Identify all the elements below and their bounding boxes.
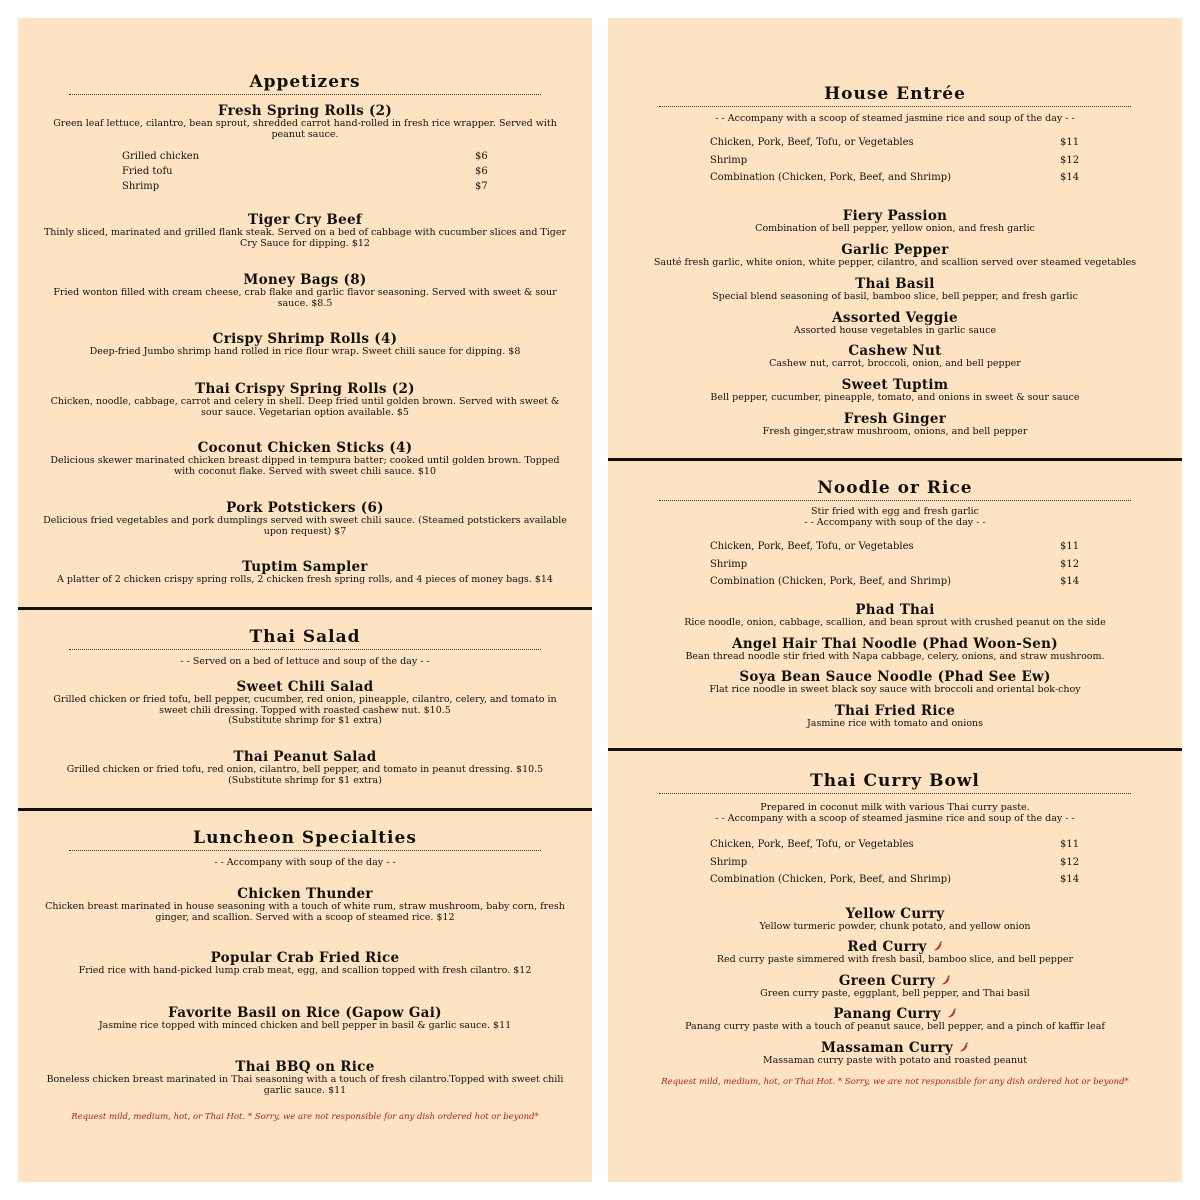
price-value: $6 (475, 166, 488, 177)
price-value: $11 (1060, 137, 1080, 148)
price-value: $11 (1060, 839, 1080, 850)
item-description: Flat rice noodle in sweet black soy sauce with broccoli and oriental bok-choy (709, 684, 1081, 695)
menu-item (608, 670, 1182, 696)
appetizers-title: Appetizers (249, 72, 361, 92)
section-note: - - Accompany with a scoop of steamed jasmine rice and soup of the day - - (715, 113, 1075, 124)
thai-salad-section (18, 627, 592, 667)
menu-item (608, 412, 1182, 438)
price-row (608, 172, 1182, 190)
item-description: Fried wonton filled with cream cheese, crab flake and garlic flavor seasoning. Served with sweet & sour sauce. $8.5 (53, 287, 557, 309)
menu-item (608, 940, 1182, 966)
item-description: Combination of bell pepper, yellow onion, and fresh garlic (755, 223, 1035, 234)
item-description: Fried rice with hand-picked lump crab meat, egg, and scallion topped with fresh cilantro. $12 (78, 965, 532, 976)
menu-item (18, 887, 592, 923)
item-name: Favorite Basil on Rice (Gapow Gai) (168, 1005, 442, 1021)
price-label: Combination (Chicken, Pork, Beef, and Shrimp) (710, 172, 952, 183)
item-name: Panang Curry (833, 1006, 941, 1022)
price-value: $14 (1060, 172, 1080, 183)
item-name: Sweet Tuptim (841, 377, 949, 393)
menu-item (608, 974, 1182, 1000)
price-value: $12 (1060, 558, 1080, 570)
price-value: $11 (1060, 541, 1080, 552)
item-name: Fresh Ginger (843, 411, 947, 427)
item-description: Chicken, noodle, cabbage, carrot and celery in shell. Deep fried until golden brown. Served with sweet & sour sauce. Vegetarian option available. $5 (50, 396, 560, 418)
item-name: Fresh Spring Rolls (2) (217, 103, 393, 119)
item-description: Bean thread noodle stir fried with Napa cabbage, celery, onions, and straw mushroom. (685, 651, 1105, 662)
noodle-rice-title: Noodle or Rice (817, 478, 973, 498)
item-name: Red Curry (847, 939, 927, 955)
menu-item (608, 311, 1182, 337)
price-label: Chicken, Pork, Beef, Tofu, or Vegetables (710, 541, 914, 552)
section-divider (18, 607, 592, 610)
section-note: Prepared in coconut milk with various Thai curry paste. (760, 802, 1030, 813)
price-label: Fried tofu (122, 166, 173, 177)
item-description: Yellow turmeric powder, chunk potato, and yellow onion (759, 921, 1031, 932)
house-entree-title: House Entrée (824, 84, 966, 104)
price-row (18, 181, 592, 196)
item-substitute-note: (Substitute shrimp for $1 extra) (228, 715, 382, 726)
house-price-list (608, 137, 1182, 190)
price-row (608, 155, 1182, 173)
item-description: Jasmine rice with tomato and onions (806, 718, 984, 729)
price-row (608, 559, 1182, 577)
menu-item (18, 1060, 592, 1096)
menu-item (608, 378, 1182, 404)
house-entree-section (608, 84, 1182, 124)
chili-pepper-icon (946, 1008, 957, 1019)
item-name-row (608, 940, 1182, 955)
item-name: Crispy Shrimp Rolls (4) (212, 331, 398, 347)
price-row (608, 857, 1182, 875)
item-description: Jasmine rice topped with minced chicken and bell pepper in basil & garlic sauce. $11 (98, 1020, 512, 1031)
spring-roll-price-list (18, 151, 592, 196)
menu-item (608, 243, 1182, 269)
dotted-rule (69, 850, 541, 851)
menu-item (18, 501, 592, 537)
menu-item (608, 1007, 1182, 1033)
item-name: Green Curry (838, 973, 936, 989)
menu-item (18, 104, 592, 140)
item-description: Red curry paste simmered with fresh basil, bamboo slice, and bell pepper (716, 954, 1074, 965)
item-description: Green curry paste, eggplant, bell pepper, and Thai basil (760, 988, 1030, 999)
menu-item (608, 907, 1182, 933)
menu-item (608, 1041, 1182, 1067)
curry-title: Thai Curry Bowl (810, 771, 980, 791)
section-note: - - Accompany with a scoop of steamed jasmine rice and soup of the day - - (715, 813, 1075, 824)
price-row (608, 137, 1182, 155)
price-row (608, 541, 1182, 559)
menu-item (608, 637, 1182, 663)
menu-item (18, 213, 592, 249)
item-name: Money Bags (8) (243, 272, 367, 288)
item-name: Yellow Curry (845, 906, 945, 922)
item-description: Fresh ginger,straw mushroom, onions, and bell pepper (762, 426, 1028, 437)
section-divider (608, 458, 1182, 461)
menu-item (18, 382, 592, 418)
curry-section (608, 771, 1182, 824)
item-name: Fiery Passion (842, 208, 948, 224)
section-note: - - Accompany with soup of the day - - (804, 517, 986, 528)
menu-item (608, 209, 1182, 235)
dotted-rule (659, 106, 1131, 107)
noodle-rice-section (608, 478, 1182, 528)
section-note: Stir fried with egg and fresh garlic (811, 506, 979, 517)
menu-item (18, 332, 592, 358)
item-name: Thai Peanut Salad (233, 749, 377, 765)
price-value: $12 (1060, 154, 1080, 166)
item-description: Panang curry paste with a touch of peanut sauce, bell pepper, and a pinch of kaffir leaf (685, 1021, 1105, 1032)
dotted-rule (659, 793, 1131, 794)
menu-item (18, 951, 592, 977)
thai-salad-title: Thai Salad (249, 627, 361, 647)
item-description: Cashew nut, carrot, broccoli, onion, and bell pepper (769, 358, 1021, 369)
item-description: Grilled chicken or fried tofu, red onion, cilantro, bell pepper, and tomato in peanut dressing. $10.5 (66, 764, 544, 775)
chili-pepper-icon (932, 941, 943, 952)
item-name: Soya Bean Sauce Noodle (Phad See Ew) (739, 669, 1051, 685)
price-label: Chicken, Pork, Beef, Tofu, or Vegetables (710, 137, 914, 148)
price-label: Shrimp (122, 181, 160, 192)
item-name: Chicken Thunder (237, 886, 373, 902)
luncheon-title: Luncheon Specialties (193, 828, 417, 848)
price-row (608, 839, 1182, 857)
item-name: Popular Crab Fried Rice (210, 950, 400, 966)
price-value: $7 (475, 181, 488, 192)
menu-item (18, 273, 592, 309)
item-name: Thai Fried Rice (834, 703, 956, 719)
price-label: Chicken, Pork, Beef, Tofu, or Vegetables (710, 839, 914, 850)
item-description: Delicious fried vegetables and pork dumplings served with sweet chili sauce. (Steamed potstickers available upon request) $7 (43, 515, 567, 537)
right-menu-panel (608, 18, 1182, 1182)
dotted-rule (69, 94, 541, 95)
item-name: Angel Hair Thai Noodle (Phad Woon-Sen) (732, 636, 1058, 652)
appetizers-section (18, 72, 592, 95)
price-label: Shrimp (710, 856, 748, 868)
price-row (608, 874, 1182, 892)
item-name-row (608, 1007, 1182, 1022)
item-description: Massaman curry paste with potato and roasted peanut (762, 1055, 1028, 1066)
item-description: Assorted house vegetables in garlic sauce (793, 325, 997, 336)
left-menu-panel (18, 18, 592, 1182)
noodle-price-list (608, 541, 1182, 594)
item-description: Deep-fried Jumbo shrimp hand rolled in rice flour wrap. Sweet chili sauce for dipping. $8 (89, 346, 521, 357)
item-name: Sweet Chili Salad (236, 679, 374, 695)
menu-item (608, 603, 1182, 629)
price-row (608, 576, 1182, 594)
curry-price-list (608, 839, 1182, 892)
item-name: Thai Crispy Spring Rolls (2) (195, 381, 415, 397)
menu-item (18, 750, 592, 786)
section-divider (18, 808, 592, 811)
item-description: Grilled chicken or fried tofu, bell pepper, cucumber, red onion, pineapple, cilantro, celery, and tomato in sweet chili dressing. Topped with roasted cashew nut. $10.5 (53, 694, 557, 716)
section-divider (608, 748, 1182, 751)
spice-warning: Request mild, medium, hot, or Thai Hot. * Sorry, we are not responsible for any dish ordered hot or beyond* (661, 1077, 1129, 1087)
item-name: Garlic Pepper (841, 242, 949, 258)
section-note: - - Served on a bed of lettuce and soup of the day - - (180, 656, 430, 667)
item-name: Assorted Veggie (832, 310, 958, 326)
luncheon-section (18, 828, 592, 868)
item-name: Tiger Cry Beef (247, 212, 362, 228)
item-name: Coconut Chicken Sticks (4) (197, 440, 413, 456)
menu-item (18, 441, 592, 477)
item-name: Thai BBQ on Rice (235, 1059, 375, 1075)
dotted-rule (69, 649, 541, 650)
item-description: Thinly sliced, marinated and grilled flank steak. Served on a bed of cabbage with cucumber slices and Tiger Cry Sauce for dipping. $12 (43, 227, 567, 249)
price-label: Shrimp (710, 558, 748, 570)
item-description: Rice noodle, onion, cabbage, scallion, and bean sprout with crushed peanut on the side (684, 617, 1106, 628)
price-value: $6 (475, 151, 488, 162)
chili-pepper-icon (940, 975, 951, 986)
item-name: Phad Thai (855, 602, 935, 618)
item-name: Thai Basil (855, 276, 935, 292)
item-description: Bell pepper, cucumber, pineapple, tomato, and onions in sweet & sour sauce (710, 392, 1080, 403)
price-row (18, 166, 592, 181)
chili-pepper-icon (958, 1042, 969, 1053)
item-name-row (608, 1041, 1182, 1056)
section-note: - - Accompany with soup of the day - - (214, 857, 396, 868)
price-value: $14 (1060, 874, 1080, 885)
item-description: Sauté fresh garlic, white onion, white pepper, cilantro, and scallion served over steamed vegetables (653, 257, 1137, 268)
menu-item (608, 277, 1182, 303)
menu-item (18, 560, 592, 586)
item-description: A platter of 2 chicken crispy spring rolls, 2 chicken fresh spring rolls, and 4 pieces of money bags. $14 (57, 574, 553, 585)
price-label: Combination (Chicken, Pork, Beef, and Shrimp) (710, 576, 952, 587)
price-value: $12 (1060, 856, 1080, 868)
dotted-rule (659, 500, 1131, 501)
item-name: Pork Potstickers (6) (226, 500, 384, 516)
item-description: Green leaf lettuce, cilantro, bean sprout, shredded carrot hand-rolled in fresh rice wrapper. Served with peanut sauce. (53, 118, 557, 140)
price-label: Combination (Chicken, Pork, Beef, and Shrimp) (710, 874, 952, 885)
spice-warning: Request mild, medium, hot, or Thai Hot. * Sorry, we are not responsible for any dish ordered hot or beyond* (71, 1112, 539, 1122)
item-description: Chicken breast marinated in house seasoning with a touch of white rum, straw mushroom, baby corn, fresh ginger, and scallion. Served with a scoop of steamed rice. $12 (45, 901, 565, 923)
menu-item (18, 680, 592, 727)
item-description: Special blend seasoning of basil, bamboo slice, bell pepper, and fresh garlic (712, 291, 1078, 302)
price-label: Grilled chicken (122, 151, 200, 162)
menu-item (608, 704, 1182, 730)
item-description: Boneless chicken breast marinated in Thai seasoning with a touch of fresh cilantro.Topped with sweet chili garlic sauce. $11 (46, 1074, 564, 1096)
item-name: Tuptim Sampler (242, 559, 368, 575)
menu-item (18, 1006, 592, 1032)
item-description: Delicious skewer marinated chicken breast dipped in tempura batter; cooked until golden brown. Topped with coconut flake. Served with sweet chili sauce. $10 (50, 455, 560, 477)
menu-item (608, 344, 1182, 370)
price-label: Shrimp (710, 154, 748, 166)
item-name-row (608, 974, 1182, 989)
item-name: Cashew Nut (848, 343, 942, 359)
price-value: $14 (1060, 576, 1080, 587)
item-substitute-note: (Substitute shrimp for $1 extra) (228, 774, 382, 786)
price-row (18, 151, 592, 166)
item-name: Massaman Curry (820, 1040, 953, 1056)
